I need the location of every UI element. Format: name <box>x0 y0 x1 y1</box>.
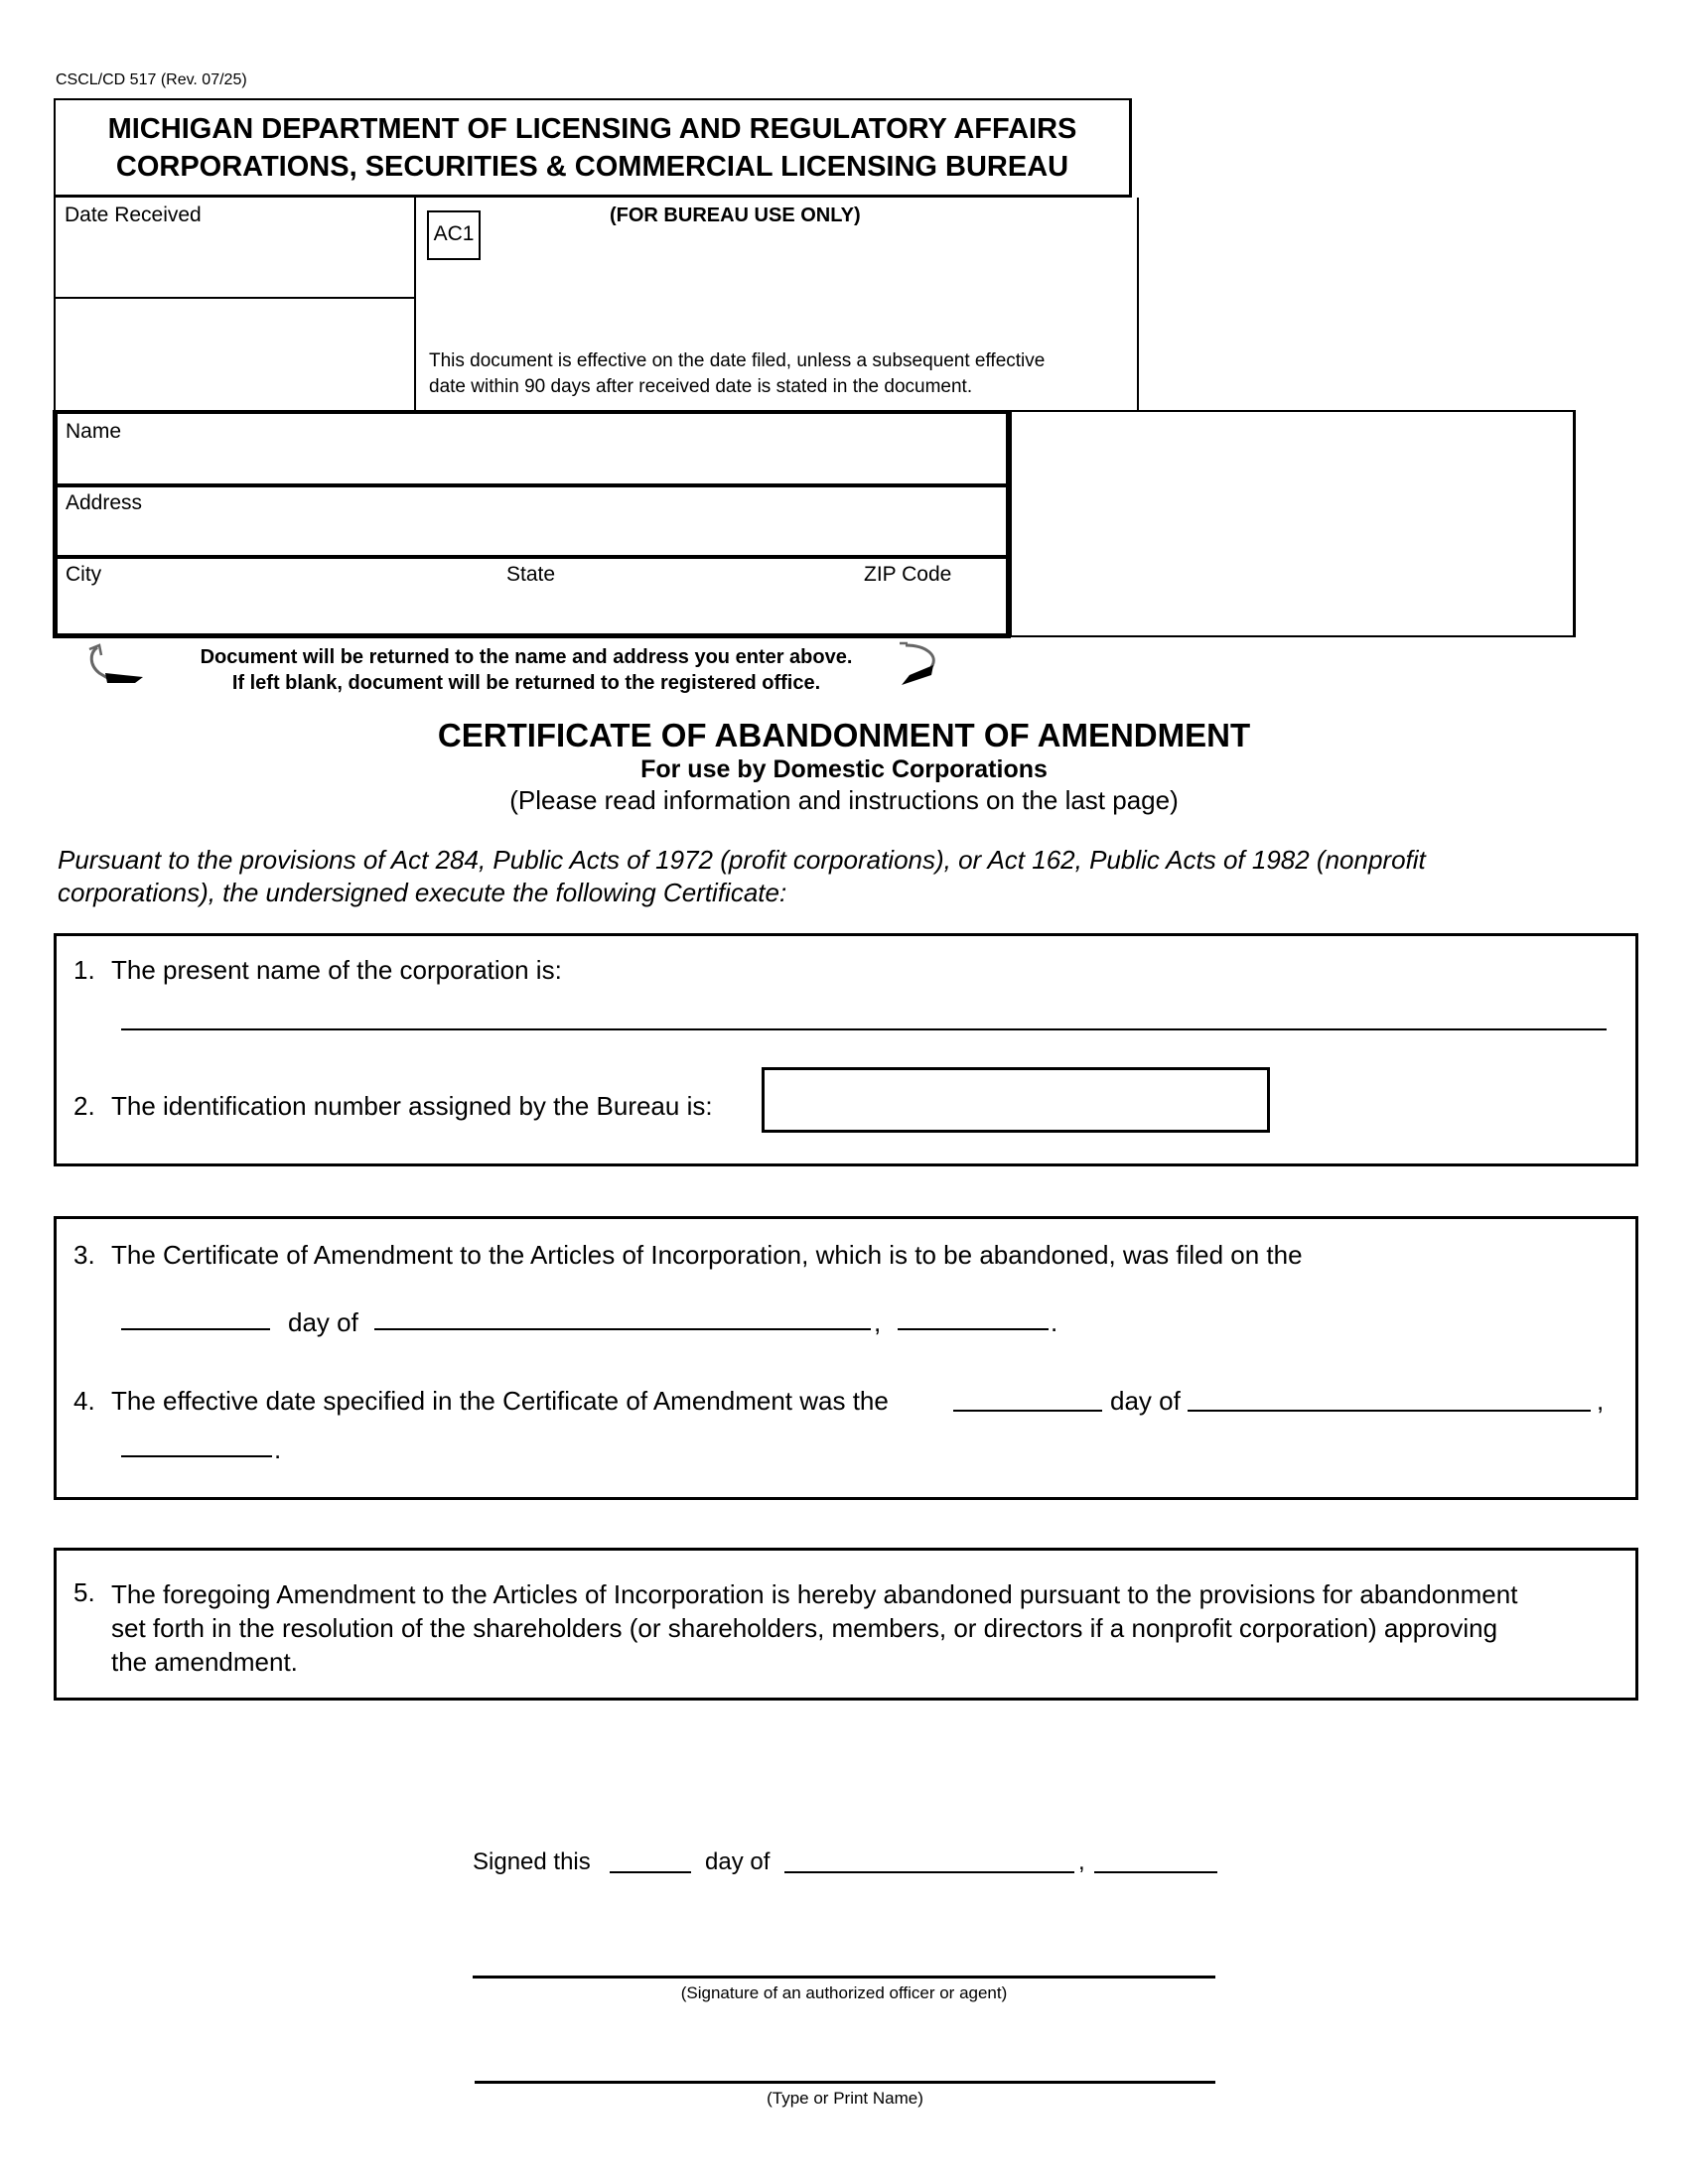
signature-line[interactable] <box>473 1976 1215 1979</box>
department-header <box>54 98 1132 198</box>
return-arrow-left-icon <box>85 643 145 685</box>
item4-number: 4. <box>73 1386 95 1416</box>
signed-year-field[interactable] <box>1094 1871 1217 1873</box>
printed-name-caption: (Type or Print Name) <box>767 2089 923 2108</box>
bureau-use-label: (FOR BUREAU USE ONLY) <box>610 205 861 226</box>
printed-name-line[interactable] <box>475 2081 1215 2084</box>
filed-period: . <box>1051 1307 1058 1337</box>
form-id: CSCL/CD 517 (Rev. 07/25) <box>56 71 247 88</box>
city-label: City <box>66 563 102 586</box>
address-field[interactable] <box>66 518 989 550</box>
effective-day-of-label: day of <box>1110 1386 1181 1416</box>
pursuant-statement: Pursuant to the provisions of Act 284, Public Acts of 1972 (profit corporations), or Act 162, Public Acts of 1982 (nonprofit corporations), the undersigned execute the following Certificate: <box>58 845 1426 907</box>
bureau-code-box: AC1 <box>427 210 481 260</box>
date-received-label: Date Received <box>65 204 202 226</box>
signed-month-field[interactable] <box>784 1871 1074 1873</box>
return-address-note: Document will be returned to the name and address you enter above. If left blank, document will be returned to the registered office. <box>200 646 853 694</box>
certificate-subtitle: For use by Domestic Corporations <box>640 755 1048 783</box>
filed-year-field[interactable] <box>898 1328 1049 1330</box>
effective-comma: , <box>1597 1386 1605 1416</box>
signed-this-label: Signed this <box>473 1848 591 1875</box>
item1-label: The present name of the corporation is: <box>111 955 562 985</box>
bureau-divider <box>414 198 416 411</box>
effective-day-field[interactable] <box>953 1410 1102 1412</box>
state-field[interactable] <box>506 590 834 621</box>
effective-date-note: This document is effective on the date filed, unless a subsequent effective date within 90 days after received date is stated in the document. <box>429 350 1046 397</box>
certificate-title: CERTIFICATE OF ABANDONMENT OF AMENDMENT <box>437 717 1251 753</box>
filed-month-field[interactable] <box>374 1328 871 1330</box>
effective-year-field[interactable] <box>121 1455 272 1457</box>
signed-day-of-label: day of <box>705 1848 771 1875</box>
instructions-note: (Please read information and instructions on the last page) <box>509 785 1179 815</box>
item5-number: 5. <box>73 1577 95 1607</box>
corporation-name-field[interactable] <box>121 1028 1607 1030</box>
filed-day-of-label: day of <box>288 1307 358 1337</box>
return-arrow-right-icon <box>896 641 945 687</box>
zip-code-field[interactable] <box>864 590 993 621</box>
item3-label: The Certificate of Amendment to the Articles of Incorporation, which is to be abandoned, was filed on the <box>111 1240 1303 1270</box>
item2-label: The identification number assigned by the Bureau is: <box>111 1091 713 1121</box>
date-received-divider <box>54 297 415 299</box>
address-label: Address <box>66 491 143 514</box>
filed-day-field[interactable] <box>121 1328 270 1330</box>
address-divider-2 <box>56 555 1009 559</box>
item1-number: 1. <box>73 955 95 985</box>
item5-text: The foregoing Amendment to the Articles of Incorporation is hereby abandoned pursuant to the provisions for abandonment set forth in the resolution of the shareholders (or shareholders, members, or directors if a nonprofit corporation) approving the amendment. <box>111 1579 1518 1677</box>
bureau-stamp-box <box>1010 410 1576 637</box>
city-field[interactable] <box>66 590 492 621</box>
name-label: Name <box>66 420 122 443</box>
zip-code-label: ZIP Code <box>864 563 952 586</box>
signature-caption: (Signature of an authorized officer or agent) <box>680 1983 1008 2002</box>
bureau-name: CORPORATIONS, SECURITIES & COMMERCIAL LICENSING BUREAU <box>115 151 1069 183</box>
state-label: State <box>506 563 556 586</box>
filed-comma: , <box>874 1307 882 1337</box>
address-divider-1 <box>56 483 1009 487</box>
department-name: MICHIGAN DEPARTMENT OF LICENSING AND REGULATORY AFFAIRS <box>107 113 1077 145</box>
name-field[interactable] <box>66 447 989 478</box>
effective-period: . <box>274 1434 282 1464</box>
identification-number-field[interactable] <box>762 1067 1270 1133</box>
signed-day-field[interactable] <box>610 1871 691 1873</box>
item3-number: 3. <box>73 1240 95 1270</box>
item2-number: 2. <box>73 1091 95 1121</box>
signed-comma: , <box>1078 1848 1085 1875</box>
item4-label: The effective date specified in the Certificate of Amendment was the <box>111 1386 889 1416</box>
effective-month-field[interactable] <box>1188 1410 1591 1412</box>
